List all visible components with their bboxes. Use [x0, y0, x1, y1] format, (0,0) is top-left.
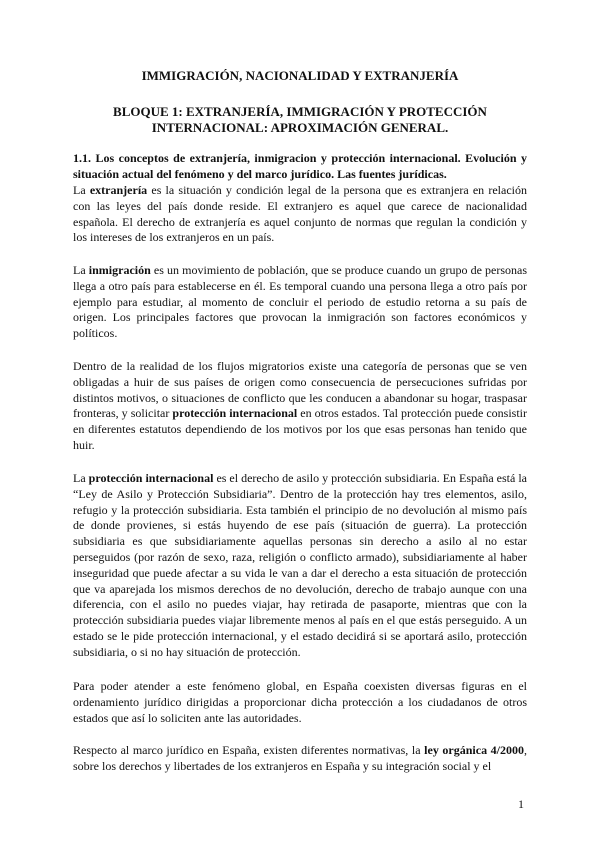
term-ley-organica: ley orgánica 4/2000	[424, 743, 524, 757]
paragraph-flujos-migratorios	[73, 359, 527, 454]
block-title-line-1: BLOQUE 1: EXTRANJERÍA, IMMIGRACIÓN Y PROTECCIÓN	[113, 104, 487, 119]
paragraph-extranjeria	[73, 183, 527, 246]
paragraph-text: Respecto al marco jurídico en España, existen diferentes normativas, la	[73, 743, 425, 757]
term-proteccion-internacional: protección internacional	[88, 471, 214, 485]
paragraph-text: es el derecho de asilo y protección subsidiaria. En España está la “Ley de Asilo y Protección Subsidiaria”. Dentro de la protección hay tres elementos, asilo, refugio y la protección subsidiaria. Esta también el principio de no devolución al mismo país de donde provienes, si estás huyendo de ese país (situación de guerra). La protección subsidiaria es que subsidiariamente aquellas personas sin derecho a asilo al no estar perseguidos (por razón de sexo, raza, religión o conflicto armado), subsidiariamente al haber inseguridad que puede afectar a su vida le van a dar el derecho a esta situación de protección que va aparejada los mismos derechos de no devolución, derecho de trabajo aunque con una diferencia, con el asilo no puedes viajar, hay retirada de pasaporte, mientras que con la protección subsidiaria puedes viajar libremente menos al país en el que estás perseguido. A un estado se le pide protección internacional, y el estado decidirá si se aportará asilo, protección subsidiaria, o si no hay situación de protección.	[73, 471, 528, 659]
paragraph-inmigracion	[73, 263, 527, 342]
term-inmigracion: inmigración	[88, 263, 151, 277]
paragraph-text: La	[73, 263, 89, 277]
paragraph-marco-juridico	[73, 743, 527, 775]
paragraph-text: es la situación y condición legal de la persona que es extranjera en relación con las leyes del país donde reside. El extranjero es aquel que carece de nacionalidad española. El derecho de extranjería es aquel conjunto de normas que regulan la condición y los intereses de los extranjeros en un país.	[73, 183, 528, 245]
paragraph-text: es un movimiento de población, que se produce cuando un grupo de personas llega a otro país para establecerse en él. Es temporal cuando una persona llega a otro país por ejemplo para estudiar, al momento de concluir el periodo de estudio retorna a su país de origen. Los principales factores que provocan la inmigración son factores económicos y políticos.	[73, 263, 528, 341]
paragraph-text: Dentro de la realidad de los flujos migratorios existe una categoría de personas que se ven obligadas a huir de sus países de origen como consecuencia de persecuciones sufridas por distintos motivos, o situaciones de conflicto que les conducen a abandonar su hogar, traspasar fronteras, y solicitar	[73, 359, 527, 421]
section-heading: 1.1. Los conceptos de extranjería, inmigracion y protección internacional. Evolución y situación actual del fenómeno y del marco jurídico. Las fuentes jurídicas.	[73, 151, 527, 181]
paragraph-proteccion-internacional	[73, 471, 527, 661]
term-extranjeria: extranjería	[89, 183, 148, 197]
document-title: IMMIGRACIÓN, NACIONALIDAD Y EXTRANJERÍA	[141, 68, 459, 83]
paragraph-text: La	[73, 471, 89, 485]
term-proteccion-internacional: protección internacional	[172, 406, 298, 421]
paragraph-text: La	[73, 183, 90, 197]
page-number: 1	[518, 797, 524, 811]
block-title-line-2: INTERNACIONAL: APROXIMACIÓN GENERAL.	[151, 120, 449, 135]
paragraph-text: en otros estados. Tal protección puede consistir en diferentes estatutos dependiendo de los motivos por los que esas personas han tenido que huir.	[73, 406, 528, 452]
paragraph-fenomeno-global: Para poder atender a este fenómeno global, en España coexisten diversas figuras en el ordenamiento jurídico dirigidas a proporcionar dicha protección a los ciudadanos de otros estados que así lo soliciten ante las autoridades.	[73, 679, 527, 725]
paragraph-text: , sobre los derechos y libertades de los extranjeros en España y su integración social y el	[73, 743, 527, 773]
